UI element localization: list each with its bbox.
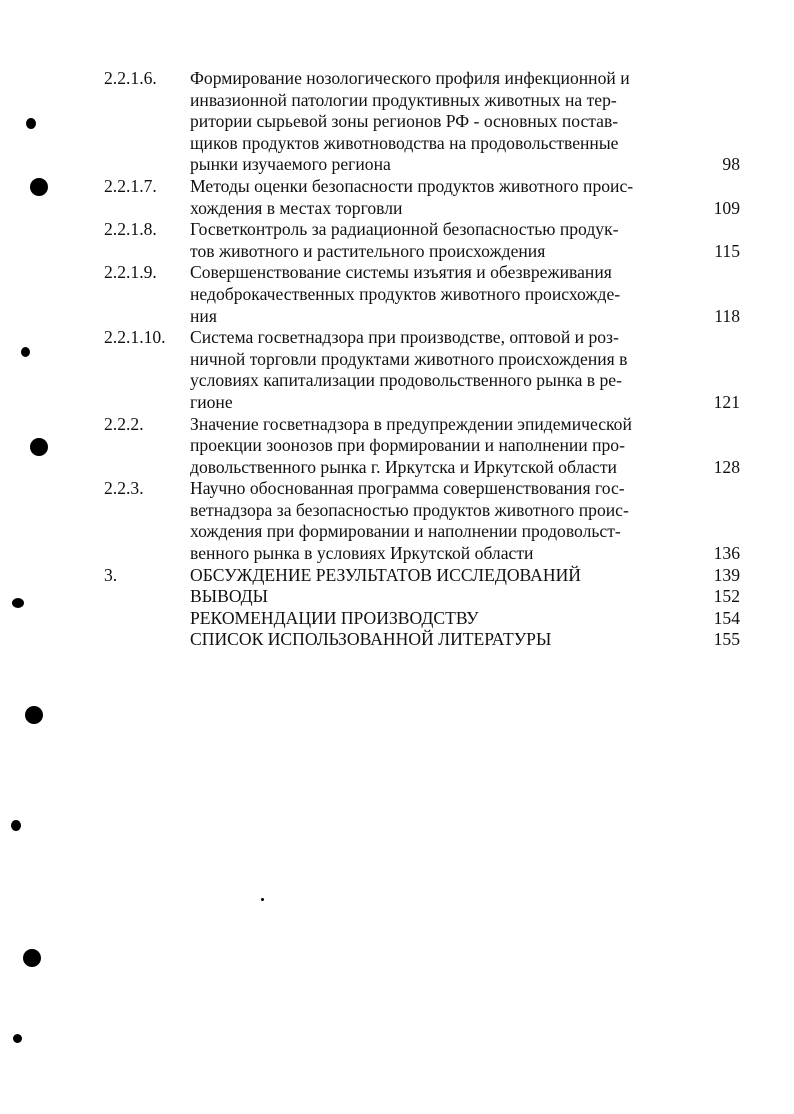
toc-entry-2-2-1-7	[104, 176, 740, 219]
section-title: СПИСОК ИСПОЛЬЗОВАННОЙ ЛИТЕРАТУРЫ	[190, 629, 552, 650]
toc-entry-2-2-1-6	[104, 68, 740, 176]
section-title: Система госветнадзора при производстве, оптовой и роз- ничной торговли продуктами животного происхождения в условиях капитализации продовольственного рынка в ре- гионе	[190, 327, 628, 412]
page-number: 154	[713, 607, 740, 628]
section-title: Научно обоснованная программа совершенствования гос- ветнадзора за безопасностью продуктов животного проис- хождения при формировании и наполнении продовольст- венного рынка в условиях Иркутской области	[190, 478, 629, 564]
section-number: 2.2.1.7.	[104, 175, 157, 196]
toc-entry-2-2-1-9	[104, 262, 740, 327]
page-number: 155	[713, 629, 740, 650]
section-title: Совершенствование системы изъятия и обезвреживания недоброкачественных продуктов животного происхожде- ния	[190, 262, 621, 326]
punch-hole	[30, 438, 48, 456]
section-number: 2.2.1.8.	[104, 219, 157, 240]
toc-entry-2-2-1-8	[104, 219, 740, 262]
section-number: 2.2.1.6.	[104, 68, 157, 88]
toc-entry-recommendations	[104, 608, 740, 630]
section-number: 3.	[104, 564, 118, 585]
page-number: 152	[713, 586, 740, 607]
page-number: 98	[722, 154, 740, 175]
table-of-contents	[104, 68, 740, 651]
toc-entry-2-2-2	[104, 414, 740, 479]
margin-speck	[11, 820, 21, 831]
section-number: 2.2.3.	[104, 478, 144, 499]
margin-speck	[13, 1034, 22, 1043]
page-number: 118	[714, 305, 740, 326]
section-number: 2.2.1.9.	[104, 262, 157, 283]
page-number: 128	[713, 456, 740, 477]
toc-entry-2-2-1-10	[104, 327, 740, 413]
margin-speck	[12, 598, 24, 608]
section-title: Методы оценки безопасности продуктов животного проис- хождения в местах торговли	[190, 175, 634, 218]
section-title: ВЫВОДЫ	[190, 586, 268, 607]
punch-hole	[23, 949, 41, 967]
section-title: Госветконтроль за радиационной безопасностью продук- тов животного и растительного происхождения	[190, 219, 619, 261]
section-title: ОБСУЖДЕНИЕ РЕЗУЛЬТАТОВ ИССЛЕДОВАНИЙ	[190, 564, 581, 585]
toc-entry-conclusions	[104, 586, 740, 608]
page-number: 136	[713, 543, 740, 564]
section-title: РЕКОМЕНДАЦИИ ПРОИЗВОДСТВУ	[190, 607, 479, 628]
margin-speck	[26, 118, 36, 129]
page-number: 115	[714, 240, 740, 261]
page-number: 109	[713, 197, 740, 218]
toc-entry-3	[104, 565, 740, 587]
punch-hole	[25, 706, 43, 724]
section-title: Формирование нозологического профиля инфекционной и инвазионной патологии продуктивных животных на тер- ритории сырьевой зоны регионов РФ - основных постав- щиков продуктов животноводства на продовольственные рынки изучаемого региона	[190, 68, 630, 175]
punch-hole	[30, 178, 48, 196]
dust-speck	[261, 898, 264, 901]
toc-entry-references	[104, 629, 740, 651]
section-number: 2.2.1.10.	[104, 327, 166, 348]
section-title: Значение госветнадзора в предупреждении эпидемической проекции зоонозов при формировании и наполнении про- довольственного рынка г. Иркутска и Иркутской области	[190, 413, 632, 477]
margin-speck	[21, 347, 30, 357]
page-number: 139	[713, 564, 740, 585]
section-number: 2.2.2.	[104, 413, 144, 434]
page-number: 121	[713, 391, 740, 412]
toc-entry-2-2-3	[104, 478, 740, 564]
